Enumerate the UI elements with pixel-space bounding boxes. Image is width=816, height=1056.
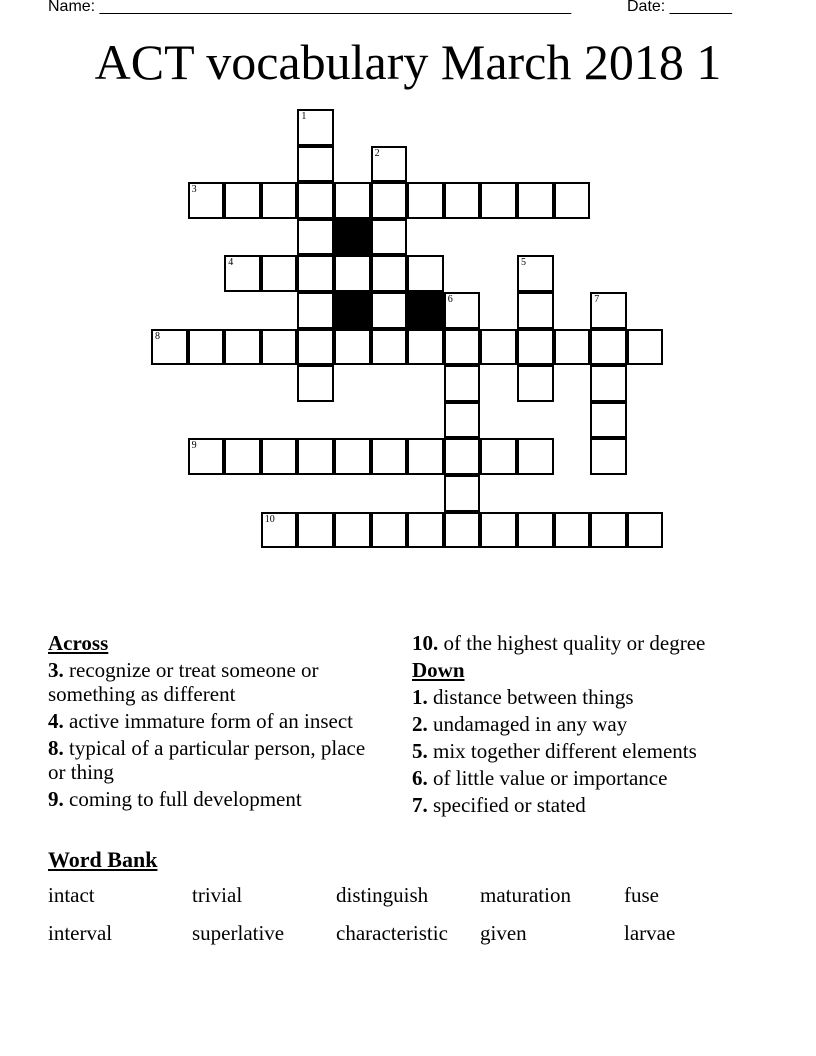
clue-number-label: 7 — [594, 294, 600, 305]
word-bank-heading: Word Bank — [48, 847, 158, 872]
crossword-cell[interactable] — [334, 329, 371, 366]
clue-number-label: 10 — [264, 513, 275, 525]
down-clue-2 — [412, 712, 772, 736]
crossword-cell[interactable] — [480, 512, 517, 549]
crossword-black-cell — [334, 292, 371, 329]
clue-text: recognize or treat someone or something as different — [48, 658, 319, 706]
clue-text: of little value or importance — [427, 766, 668, 790]
across-clue-3 — [48, 658, 378, 706]
crossword-cell[interactable] — [554, 329, 591, 366]
crossword-cell[interactable] — [590, 438, 627, 475]
crossword-cell[interactable] — [297, 109, 334, 146]
word-bank-word: fuse — [624, 883, 659, 907]
clue-text: active immature form of an insect — [63, 709, 353, 733]
clue-number-label: 5 — [521, 257, 526, 269]
crossword-cell[interactable] — [371, 255, 408, 292]
crossword-cell[interactable] — [444, 512, 481, 549]
clue-number: 3. — [48, 658, 64, 682]
clue-number: 2. — [412, 712, 428, 736]
crossword-cell[interactable] — [297, 292, 334, 329]
crossword-cell[interactable] — [517, 365, 554, 402]
crossword-cell[interactable] — [224, 255, 261, 292]
down-clue-7 — [412, 793, 772, 817]
crossword-cell[interactable] — [334, 512, 371, 549]
word-bank-word: maturation — [480, 883, 571, 907]
crossword-cell[interactable] — [627, 512, 664, 549]
down-clue-1 — [412, 685, 772, 709]
clue-number-label: 4 — [228, 257, 234, 269]
crossword-cell[interactable] — [407, 182, 444, 219]
clues-right-column — [412, 631, 772, 820]
crossword-cell[interactable] — [480, 438, 517, 475]
clue-number-label: 3 — [191, 184, 197, 196]
clue-number: 4. — [48, 709, 64, 733]
crossword-cell[interactable] — [480, 182, 517, 219]
crossword-cell[interactable] — [297, 512, 334, 549]
crossword-cell[interactable] — [371, 182, 408, 219]
crossword-cell[interactable] — [188, 329, 225, 366]
crossword-cell[interactable] — [261, 512, 298, 549]
name-field-label: Name: _____________________________________________________ — [48, 0, 572, 15]
crossword-cell[interactable] — [334, 438, 371, 475]
page-title: ACT vocabulary March 2018 1 — [94, 34, 722, 90]
crossword-cell[interactable] — [334, 255, 371, 292]
crossword-cell[interactable] — [407, 512, 444, 549]
crossword-cell[interactable] — [297, 255, 334, 292]
crossword-cell[interactable] — [444, 365, 481, 402]
clue-number: 8. — [48, 736, 64, 760]
crossword-cell[interactable] — [517, 329, 554, 366]
crossword-cell[interactable] — [407, 438, 444, 475]
crossword-cell[interactable] — [188, 438, 225, 475]
crossword-cell[interactable] — [371, 329, 408, 366]
crossword-cell[interactable] — [627, 329, 664, 366]
clue-number: 7. — [412, 793, 428, 817]
clue-number-label: 6 — [447, 294, 453, 305]
crossword-cell[interactable] — [590, 292, 627, 329]
crossword-cell[interactable] — [371, 438, 408, 475]
crossword-cell[interactable] — [297, 329, 334, 366]
across-clue-8 — [48, 736, 378, 784]
across-clue-4 — [48, 709, 378, 733]
clues-left-column — [48, 631, 378, 814]
clue-number-label: 1 — [301, 111, 307, 122]
word-bank — [48, 883, 768, 959]
crossword-cell[interactable] — [554, 182, 591, 219]
crossword-cell[interactable] — [224, 329, 261, 366]
across-heading: Across — [48, 631, 109, 655]
word-bank-word: interval — [48, 921, 113, 945]
crossword-cell[interactable] — [517, 438, 554, 475]
crossword-cell[interactable] — [261, 329, 298, 366]
date-field-label: Date: _______ — [627, 0, 732, 15]
down-clue-5 — [412, 739, 772, 763]
crossword-cell[interactable] — [297, 438, 334, 475]
crossword-cell[interactable] — [334, 182, 371, 219]
crossword-cell[interactable] — [297, 146, 334, 183]
clue-text: distance between things — [427, 685, 634, 709]
crossword-cell[interactable] — [297, 219, 334, 256]
clue-text: typical of a particular person, place or thing — [48, 736, 366, 784]
clue-number: 5. — [412, 739, 428, 763]
word-bank-word: given — [480, 921, 527, 945]
clue-number: 6. — [412, 766, 428, 790]
word-bank-word: intact — [48, 883, 95, 907]
clue-number-label: 8 — [155, 330, 160, 342]
crossword-black-cell — [407, 292, 444, 329]
word-bank-word: larvae — [624, 921, 676, 945]
crossword-cell[interactable] — [297, 182, 334, 219]
crossword-cell[interactable] — [261, 255, 298, 292]
crossword-cell[interactable] — [590, 512, 627, 549]
word-bank-word: distinguish — [336, 883, 429, 907]
clue-text: coming to full development — [63, 787, 302, 811]
crossword-cell[interactable] — [407, 329, 444, 366]
clue-text: specified or stated — [427, 793, 586, 817]
down-heading: Down — [412, 658, 465, 682]
crossword-cell[interactable] — [554, 512, 591, 549]
crossword-cell[interactable] — [371, 146, 408, 183]
crossword-cell[interactable] — [517, 255, 554, 292]
word-bank-word: superlative — [192, 921, 285, 945]
clue-text: of the highest quality or degree — [438, 631, 706, 655]
crossword-cell[interactable] — [444, 292, 481, 329]
crossword-cell[interactable] — [590, 329, 627, 366]
crossword-cell[interactable] — [261, 438, 298, 475]
crossword-cell[interactable] — [151, 329, 188, 366]
crossword-cell[interactable] — [188, 182, 225, 219]
crossword-cell[interactable] — [407, 255, 444, 292]
crossword-grid — [152, 110, 665, 551]
word-bank-word: trivial — [192, 883, 243, 907]
crossword-cell[interactable] — [590, 365, 627, 402]
word-bank-row — [48, 883, 768, 921]
down-clue-6 — [412, 766, 772, 790]
clue-number-label: 9 — [191, 440, 197, 452]
crossword-cell[interactable] — [517, 182, 554, 219]
crossword-cell[interactable] — [590, 402, 627, 439]
clue-number: 9. — [48, 787, 64, 811]
clue-text: mix together different elements — [427, 739, 697, 763]
crossword-cell[interactable] — [371, 512, 408, 549]
across-clue-9 — [48, 787, 378, 811]
across-clue-10 — [412, 631, 772, 655]
clue-text: undamaged in any way — [427, 712, 628, 736]
crossword-cell[interactable] — [444, 475, 481, 512]
crossword-cell[interactable] — [224, 182, 261, 219]
clue-number: 1. — [412, 685, 428, 709]
crossword-cell[interactable] — [517, 512, 554, 549]
crossword-black-cell — [334, 219, 371, 256]
crossword-cell[interactable] — [261, 182, 298, 219]
crossword-cell[interactable] — [480, 329, 517, 366]
word-bank-row — [48, 921, 768, 959]
crossword-cell[interactable] — [371, 219, 408, 256]
crossword-cell[interactable] — [444, 182, 481, 219]
crossword-cell[interactable] — [297, 365, 334, 402]
crossword-cell[interactable] — [444, 329, 481, 366]
clue-number-label: 2 — [374, 147, 380, 159]
word-bank-word: characteristic — [336, 921, 448, 945]
clue-number: 10. — [412, 631, 439, 655]
crossword-cell[interactable] — [224, 438, 261, 475]
crossword-cell[interactable] — [371, 292, 408, 329]
crossword-cell[interactable] — [444, 402, 481, 439]
crossword-cell[interactable] — [444, 438, 481, 475]
crossword-cell[interactable] — [517, 292, 554, 329]
